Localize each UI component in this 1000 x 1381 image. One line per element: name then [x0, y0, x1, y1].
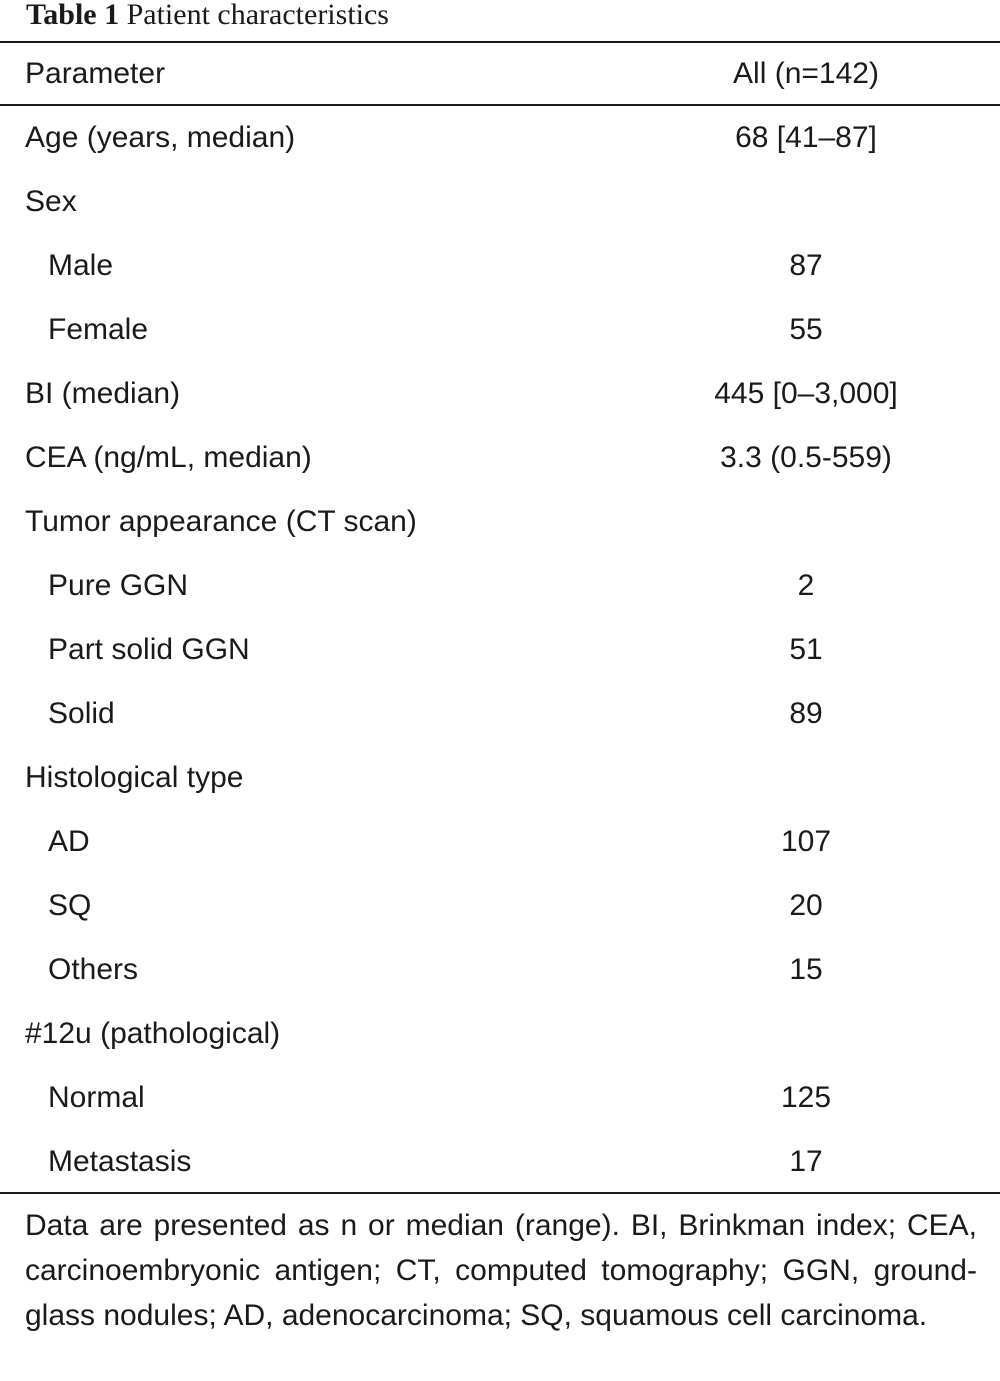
row-value: 125 — [780, 1081, 832, 1114]
table-caption — [26, 0, 389, 40]
row-value: 68 [41–87] — [735, 121, 877, 154]
row-value: 89 — [789, 697, 823, 730]
table-caption-title: Patient characteristics — [126, 0, 389, 31]
row-parameter: Normal — [48, 1081, 145, 1114]
row-parameter: Others — [48, 953, 139, 986]
table-row — [0, 362, 1000, 426]
row-parameter: #12u (pathological) — [25, 1017, 281, 1050]
table-row — [0, 810, 1000, 874]
row-value: 445 [0–3,000] — [714, 377, 898, 410]
table-row — [0, 298, 1000, 362]
row-parameter: Male — [48, 249, 114, 282]
table-row — [0, 426, 1000, 490]
table-row — [0, 234, 1000, 298]
table-header-row — [0, 43, 1000, 104]
table-row — [0, 1002, 1000, 1066]
row-value: 15 — [789, 953, 823, 986]
table-bottom-rule — [0, 1192, 1000, 1194]
row-value: 17 — [789, 1145, 823, 1178]
row-parameter: Solid — [48, 697, 115, 730]
table-row — [0, 170, 1000, 234]
table-footnote: Data are presented as n or median (range). BI, Brinkman index; CEA, carcinoembryonic antigen; CT, computed tomography; GGN, ground-glass nodules; AD, adenocarcinoma; SQ, squamous cell carcinoma. — [25, 1209, 977, 1332]
row-value: 2 — [797, 569, 815, 602]
row-parameter: Tumor appearance (CT scan) — [25, 505, 417, 538]
row-value: 55 — [789, 313, 823, 346]
column-header-all: All (n=142) — [733, 57, 879, 90]
table-row — [0, 746, 1000, 810]
row-parameter: Metastasis — [48, 1145, 192, 1178]
table-row — [0, 490, 1000, 554]
row-parameter: CEA (ng/mL, median) — [25, 441, 312, 474]
row-parameter: Part solid GGN — [48, 633, 250, 666]
table-row — [0, 938, 1000, 1002]
table-row — [0, 874, 1000, 938]
row-value: 87 — [789, 249, 823, 282]
table-row — [0, 106, 1000, 170]
table-row — [0, 618, 1000, 682]
row-parameter: AD — [48, 825, 90, 858]
table-caption-label: Table 1 — [26, 0, 120, 31]
row-value: 107 — [780, 825, 832, 858]
table-row — [0, 682, 1000, 746]
row-parameter: SQ — [48, 889, 92, 922]
table-row — [0, 1130, 1000, 1194]
row-parameter: Sex — [25, 185, 77, 218]
row-parameter: Histological type — [25, 761, 244, 794]
row-parameter: Pure GGN — [48, 569, 189, 602]
row-value: 51 — [789, 633, 823, 666]
table-body — [0, 106, 1000, 1192]
table-row — [0, 1066, 1000, 1130]
row-parameter: BI (median) — [25, 377, 181, 410]
column-header-parameter: Parameter — [25, 57, 166, 90]
row-value: 20 — [789, 889, 823, 922]
row-parameter: Age (years, median) — [25, 121, 296, 154]
row-parameter: Female — [48, 313, 149, 346]
row-value: 3.3 (0.5-559) — [720, 441, 892, 474]
table-row — [0, 554, 1000, 618]
